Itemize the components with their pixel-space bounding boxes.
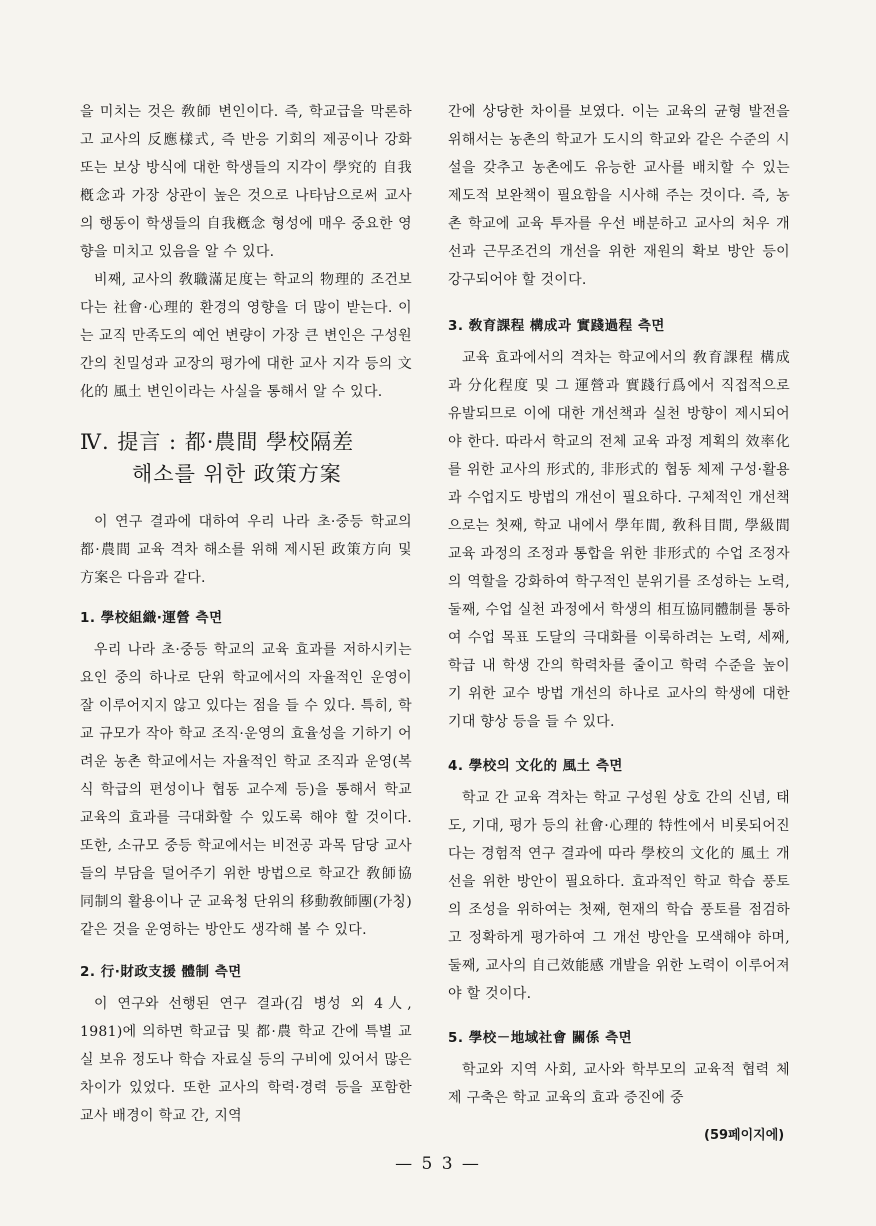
- continued-note: (59페이지에): [704, 1128, 785, 1143]
- section3-text: 교육 효과에서의 격차는 학교에서의 敎育課程 構成과 分化程度 및 그 運營과 實踐行爲에서 직접적으로 유발되므로 이에 대한 개선책과 실천 방향이 제시되어야 한다. 따라서 학교의 전체 교육 과정 계획의 效率化를 위한 교사의 形式的, 非形式的 협동 체제 구성·활용과 수업지도 방법의 개선이 필요하다. 구체적인 개선책으로는 첫째, 학교 내에서 學年間, 敎科目間, 學級間 교육 과정의 조정과 통합을 위한 非形式的 수업 조정자의 역할을 강화하여 학구적인 분위기를 조성하는 노력, 둘째, 수업 실천 과정에서 학생의 相互協同體制를 통하여 수업 목표 도달의 극대화를 이룩하려는 노력, 세째, 학급 내 학생 간의 학력차를 줄이고 학력 수준을 높이기 위한 교수 방법 개선의 하나로 교사의 학생에 대한 기대 향상 등을 들 수 있다.: [448, 350, 790, 730]
- section1-text: 우리 나라 초·중등 학교의 교육 효과를 저하시키는 요인 중의 하나로 단위 학교에서의 자율적인 운영이 잘 이루어지지 않고 있다는 점을 들 수 있다. 특히, 학교 규모가 작아 학교 조직·운영의 효율성을 기하기 어려운 농촌 학교에서는 자율적인 학교 조직과 운영(복식 학급의 편성이나 협동 교수제 등)을 통해서 학교 교육의 효과를 극대화할 수 있도록 해야 할 것이다. 또한, 소규모 중등 학교에서는 비전공 과목 담당 교사들의 부담을 덜어주기 위한 방법으로 학교간 敎師協同制의 활용이나 군 교육청 단위의 移動敎師團(가칭) 같은 것을 운영하는 방안도 생각해 볼 수 있다.: [80, 642, 412, 938]
- chapter-heading-line2: 해소를 위한 政策方案: [132, 462, 342, 486]
- section4-heading: 4. 學校의 文化的 風土 측면: [448, 758, 623, 774]
- intro-paragraph: 을 미치는 것은 敎師 변인이다. 즉, 학교급을 막론하고 교사의 反應樣式, 즉 반응 기회의 제공이나 강화 또는 보상 방식에 대한 학생들의 지각이 學究的 自我槪念과 가장 상관이 높은 것으로 나타남으로써 교사의 행동이 학생들의 自我槪念 형성에 매우 중요한 영향을 미치고 있음을 알 수 있다.: [80, 104, 412, 260]
- page-number: — 5 3 —: [395, 1154, 481, 1174]
- right-column: [448, 98, 790, 1112]
- paragraph-second-finding: 비째, 교사의 敎職滿足度는 학교의 物理的 조건보다는 社會·心理的 환경의 영향을 더 많이 받는다. 이는 교직 만족도의 예언 변량이 가장 큰 변인은 구성원 간의 친밀성과 교장의 평가에 대한 교사 지각 등의 文化的 風土 변인이라는 사실을 통해서 알 수 있다.: [80, 272, 412, 400]
- section3-heading: 3. 敎育課程 構成과 實踐過程 측면: [448, 318, 665, 334]
- section4-text: 학교 간 교육 격차는 학교 구성원 상호 간의 신념, 태도, 기대, 평가 등의 社會·心理的 特性에서 비롯되어진다는 경험적 연구 결과에 따라 學校의 文化的 風土 개선을 위한 방안이 필요하다. 효과적인 학교 학습 풍토의 조성을 위하여는 첫째, 현재의 학습 풍토를 점검하고 정확하게 평가하여 그 개선 방안을 모색해야 하며, 둘째, 교사의 自己效能感 개발을 위한 노력이 이루어져야 할 것이다.: [448, 790, 790, 1002]
- section2-heading: 2. 行·財政支援 體制 측면: [80, 964, 242, 980]
- chapter-heading: [80, 426, 412, 490]
- section2-continuation: 간에 상당한 차이를 보였다. 이는 교육의 균형 발전을 위해서는 농촌의 학교가 도시의 학교와 같은 수준의 시설을 갖추고 농촌에도 유능한 교사를 배치할 수 있는 제도적 보완책이 필요함을 시사해 주는 것이다. 즉, 농촌 학교에 교육 투자를 우선 배분하고 교사의 처우 개선과 근무조건의 개선을 위한 재원의 확보 방안 등이 강구되어야 할 것이다.: [448, 104, 790, 288]
- left-column: [80, 98, 412, 1130]
- chapter-intro: 이 연구 결과에 대하여 우리 나라 초·중등 학교의 都·農間 교육 격차 해소를 위해 제시된 政策方向 및 方案은 다음과 같다.: [80, 514, 412, 586]
- section2-text: 이 연구와 선행된 연구 결과(김 병성 외 4人, 1981)에 의하면 학교급 및 都·農 학교 간에 특별 교실 보유 정도나 학습 자료실 등의 구비에 있어서 많은 차이가 있었다. 또한 교사의 학력·경력 등을 포함한 교사 배경이 학교 간, 지역: [80, 996, 412, 1124]
- chapter-heading-line1: Ⅳ. 提言 : 都·農間 學校隔差: [80, 430, 355, 454]
- section1-heading: 1. 學校組織·運營 측면: [80, 610, 223, 626]
- section5-heading: 5. 學校－地域社會 關係 측면: [448, 1030, 633, 1046]
- section5-text: 학교와 지역 사회, 교사와 학부모의 교육적 협력 체제 구축은 학교 교육의 효과 증진에 중: [448, 1062, 790, 1106]
